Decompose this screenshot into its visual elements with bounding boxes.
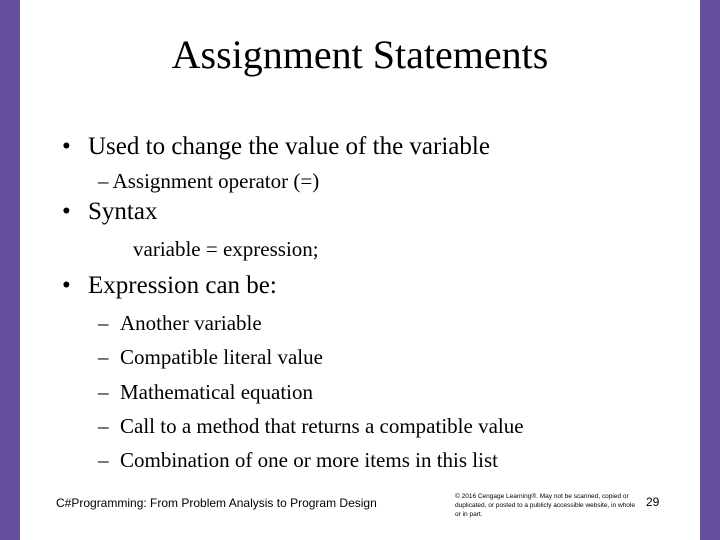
list-item-text: Mathematical equation [120,380,314,404]
list-item [98,344,323,370]
bullet-marker: • [62,198,71,225]
list-item-text: Compatible literal value [120,345,323,369]
list-item-text: Call to a method that returns a compatible value [120,414,524,438]
copyright-notice: © 2016 Cengage Learning®. May not be scanned, copied or duplicated, or posted to a publicly accessible website, in whole or in part. [455,493,635,518]
dash-marker: – [98,414,109,438]
page-number: 29 [646,495,660,509]
sub-bullet: – Assignment operator (=) [98,169,320,193]
list-item [98,379,313,405]
dash-marker: – [98,380,109,404]
list-item [98,310,262,336]
list-item-text: Combination of one or more items in this list [120,448,498,472]
bullet-marker: • [62,272,71,299]
dash-marker: – [98,448,109,472]
slide-title: Assignment Statements [171,32,549,77]
syntax-code: variable = expression; [133,237,319,261]
right-side-bar [700,0,720,540]
list-item [98,447,498,473]
dash-marker: – [98,345,109,369]
list-item-text: Another variable [120,311,262,335]
dash-marker: – [98,311,109,335]
bullet-text: Syntax [88,198,158,225]
bullet-item [62,197,157,227]
bullet-text: Used to change the value of the variable [88,133,490,160]
bullet-marker: • [62,133,71,160]
bullet-item [62,132,490,162]
footer-course-title: C#Programming: From Problem Analysis to Program Design [56,496,377,510]
bullet-text: Expression can be: [88,272,277,299]
list-item [98,413,524,439]
bullet-item [62,271,277,301]
left-side-bar [0,0,20,540]
